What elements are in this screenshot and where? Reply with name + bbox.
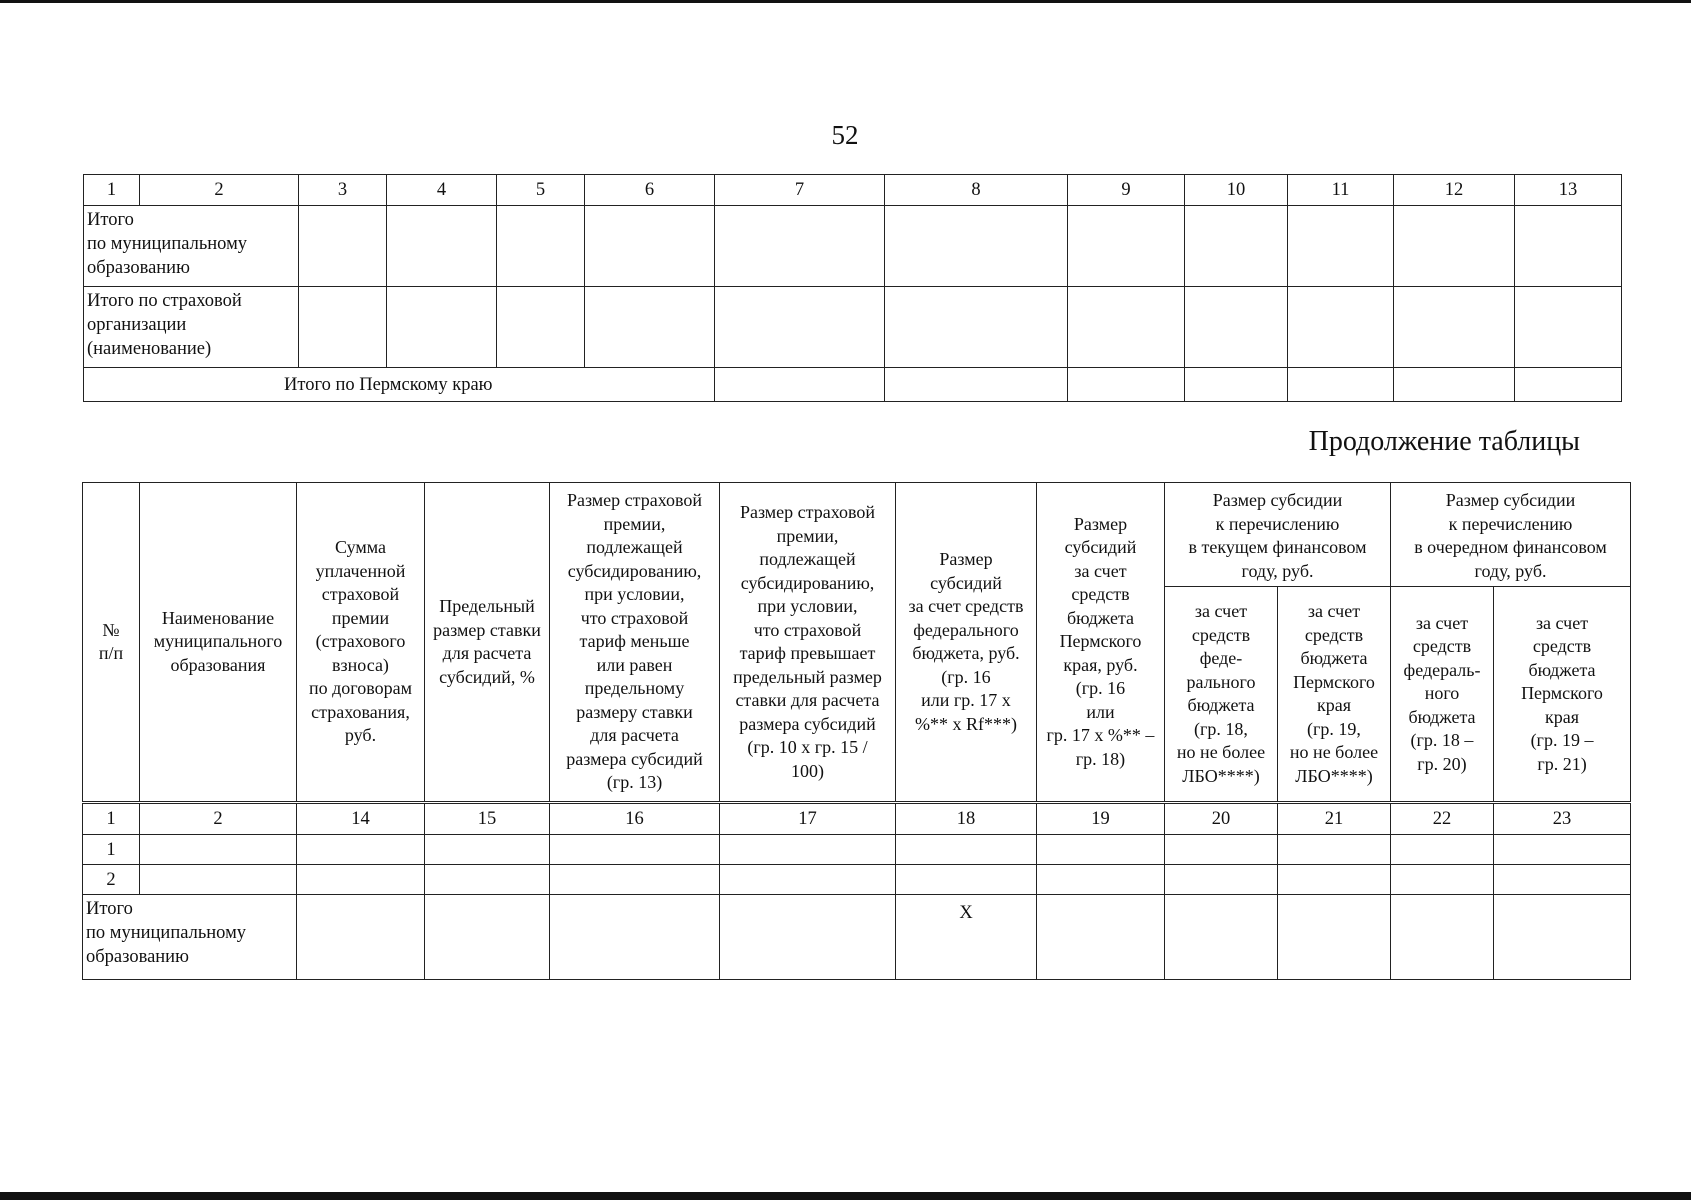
col-number: 8 xyxy=(885,175,1068,206)
row-label-municipal-total: Итого по муниципальному образованию xyxy=(83,895,297,980)
table-row xyxy=(84,287,1622,368)
bottom-border xyxy=(0,1192,1691,1200)
col-number: 3 xyxy=(299,175,387,206)
col-number: 16 xyxy=(550,803,720,835)
header-paid-premium: Сумма уплаченной страховой премии (страхового взноса) по договорам страхования, руб. xyxy=(297,483,425,803)
row-label-perm-total: Итого по Пермскому краю xyxy=(84,368,715,402)
col-number: 14 xyxy=(297,803,425,835)
header-rate-limit: Предельный размер ставки для расчета субсидий, % xyxy=(425,483,550,803)
col-number: 1 xyxy=(84,175,140,206)
table-row xyxy=(83,865,1631,895)
subsidy-table xyxy=(82,482,1631,980)
col-number: 15 xyxy=(425,803,550,835)
header-next-federal: за счет средств федераль- ного бюджета (гр. 18 – гр. 20) xyxy=(1391,587,1494,803)
row-number: 2 xyxy=(83,865,140,895)
col-number: 19 xyxy=(1037,803,1165,835)
table-row xyxy=(84,206,1622,287)
header-premium-more: Размер страховой премии, подлежащей субсидированию, при условии, что страховой тариф превышает предельный размер ставки для расчета размера субсидий (гр. 10 х гр. 15 / 100) xyxy=(720,483,896,803)
table-row xyxy=(83,835,1631,865)
header-num: № п/п xyxy=(83,483,140,803)
page-number: 52 xyxy=(831,120,859,150)
col-number: 20 xyxy=(1165,803,1278,835)
column-number-row xyxy=(84,175,1622,206)
header-current-year-group: Размер субсидии к перечислению в текущем финансовом году, руб. xyxy=(1165,483,1391,587)
header-federal-subsidy: Размер субсидий за счет средств федерального бюджета, руб. (гр. 16 или гр. 17 х %** х Rf***) xyxy=(896,483,1037,803)
col-number: 17 xyxy=(720,803,896,835)
header-next-year-group: Размер субсидии к перечислению в очередном финансовом году, руб. xyxy=(1391,483,1631,587)
col-number: 2 xyxy=(140,175,299,206)
header-regional-subsidy: Размер субсидий за счет средств бюджета Пермского края, руб. (гр. 16 или гр. 17 х %** – гр. 18) xyxy=(1037,483,1165,803)
col-number: 10 xyxy=(1185,175,1288,206)
column-number-row xyxy=(83,803,1631,835)
header-next-regional: за счет средств бюджета Пермского края (гр. 19 – гр. 21) xyxy=(1494,587,1631,803)
col-number: 4 xyxy=(387,175,497,206)
not-applicable-mark: Х xyxy=(896,895,1037,980)
col-number: 13 xyxy=(1515,175,1622,206)
header-premium-less: Размер страховой премии, подлежащей субсидированию, при условии, что страховой тариф меньше или равен предельному размеру ставки для расчета размера субсидий (гр. 13) xyxy=(550,483,720,803)
header-name: Наименование муниципального образования xyxy=(140,483,297,803)
col-number: 21 xyxy=(1278,803,1391,835)
col-number: 18 xyxy=(896,803,1037,835)
continuation-title: Продолжение таблицы xyxy=(1308,426,1580,457)
col-number: 2 xyxy=(140,803,297,835)
top-border xyxy=(0,0,1691,3)
row-label-municipal-total: Итого по муниципальному образованию xyxy=(84,206,299,287)
col-number: 11 xyxy=(1288,175,1394,206)
col-number: 23 xyxy=(1494,803,1631,835)
table-row xyxy=(84,368,1622,402)
row-label-insurer-total: Итого по страховой организации (наименование) xyxy=(84,287,299,368)
summary-table xyxy=(83,174,1622,402)
table-row-total xyxy=(83,895,1631,980)
col-number: 6 xyxy=(585,175,715,206)
col-number: 9 xyxy=(1068,175,1185,206)
col-number: 7 xyxy=(715,175,885,206)
col-number: 1 xyxy=(83,803,140,835)
header-current-regional: за счет средств бюджета Пермского края (гр. 19, но не более ЛБО****) xyxy=(1278,587,1391,803)
col-number: 22 xyxy=(1391,803,1494,835)
header-current-federal: за счет средств феде- рального бюджета (гр. 18, но не более ЛБО****) xyxy=(1165,587,1278,803)
header-row xyxy=(83,483,1631,587)
row-number: 1 xyxy=(83,835,140,865)
col-number: 5 xyxy=(497,175,585,206)
col-number: 12 xyxy=(1394,175,1515,206)
